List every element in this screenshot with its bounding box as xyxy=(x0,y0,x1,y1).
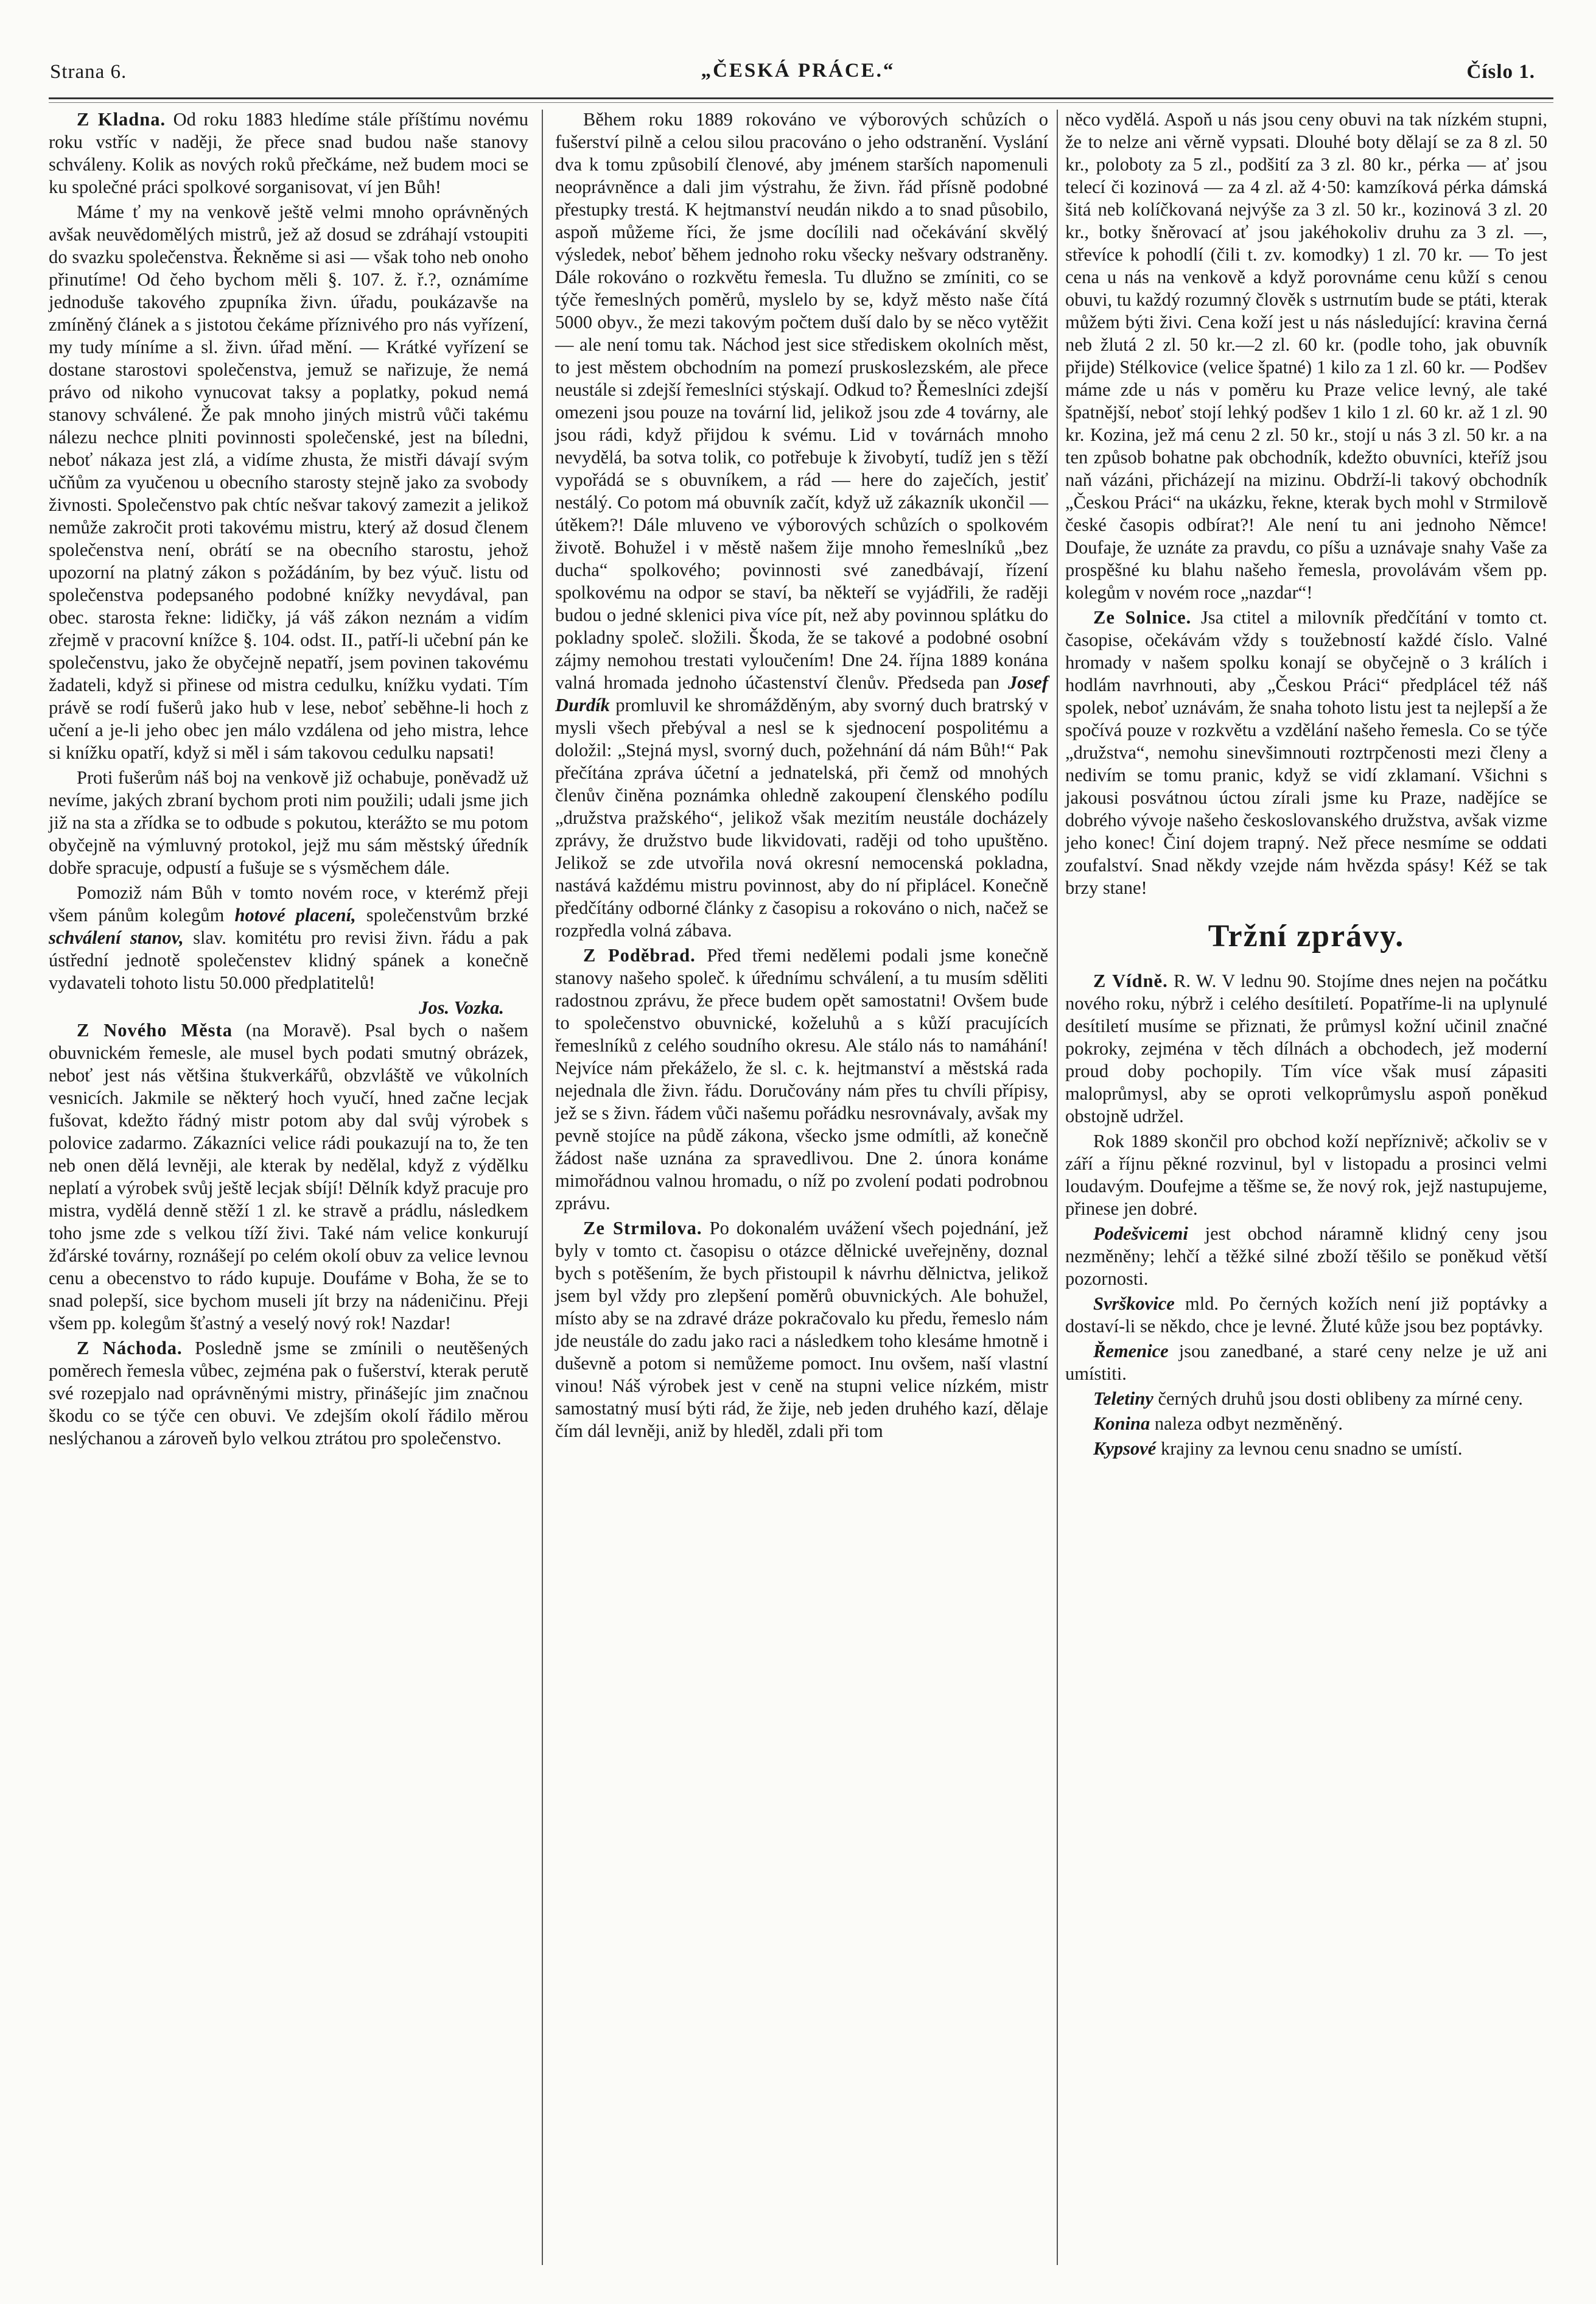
article-nachod-p1 xyxy=(49,1337,528,1450)
issue-number: Číslo 1. xyxy=(1466,61,1535,83)
market-item-4 xyxy=(1065,1388,1547,1410)
article-podebrady-p1 xyxy=(555,944,1048,1215)
market-item-1 xyxy=(1065,1223,1547,1290)
chairman-name: Josef Durdík xyxy=(555,672,1049,715)
article-nove-mesto-text: (na Moravě). Psal bych o našem obuvnickém řemesle, ale musel bych podati smutný obrázek, neboť jest nás většina štukverkářů, obzvláště ve vůkolních vesnicích. Jakmile se některý hoch vyučí, hned začne lecjak fušovat, kdežto řádný mistr potom aby dal svůj výrobek s polovice zadarmo. Zákazníci velice rádi poukazují na to, že ten neb onen dělá levněji, ale kterak by nedělal, když z výdělku neplatí a výrobek svůj ještě lecjak sbíjí! Dělník když pracuje pro mistra, vydělá denně stěží 1 zl. ke stravě a prádlu, následkem toho jsme zde s velkou tíží živi. Také nám velice konkurují žďárské továrny, roznášejí po celém okolí obuv za velice levnou cenu a obecenstvo to rádo kupuje. Doufáme v Boha, že se to snad polepší, sice bychom museli jít brzy na nádeničinu. Přeji všem pp. kolegům šťastný a veselý nový rok! Nazdar! xyxy=(49,1020,528,1333)
column-divider-2 xyxy=(1057,110,1058,2265)
market-item-3 xyxy=(1065,1340,1547,1385)
column-3 xyxy=(1065,108,1547,1463)
article-strmilov-p1 xyxy=(555,1217,1048,1442)
market-item-1-name: Podešvicemi xyxy=(1093,1223,1188,1244)
nachod-p2-text: Během roku 1889 rokováno ve výborových schůzích o fušerství pilně a celou silou pracováno o jeho odstranění. Vyslání dva k tomu způsobilí členové, aby jménem starších napomenuli neoprávněnce a dali jim výstrahu, že živn. řád přísně podobné přestupky trestá. K hejtmanství neudán nikdo a to snad působilo, aspoň můžeme říci, že jsme docílili nad očekávání skvělý výsledek, neboť během jednoho roku všecky nešvary odstraněny. Dále rokováno o rozkvětu řemesla. Tu dlužno se zmíniti, co se týče řemeslných poměrů, myslelo by se, když město naše čítá 5000 obyv., že mezi takovým počtem duší dalo by se něco vytěžit — ale není tomu tak. Náchod jest sice střediskem okolních měst, to jest městem obchodním na pomezí pruskoslezském, ale přece neustále si zdejší řemeslníci stýskají. Odkud to? Řemeslníci zdejší omezeni jsou pouze na tovární lid, jelikož jsou zde 4 továrny, ale jsou rádi, když přijdou k svému. Lid v továrnách mnoho nevydělá, ba sotva tolik, co potřebuje k živobytí, tudíž jen s těží vypořádá se s obuvníkem, a rád — here do zaječích, jestiť nestálý. Co potom má obuvník začít, když už zákazník ukončil — útěkem?! Dále mluveno ve výborových schůzích o spolkovém životě. Bohužel i v městě našem žije mnoho řemeslníků „bez ducha“ spolkového; povinnosti své zanedbávají, řízení spolkovému na odpor se staví, ba někteří se vyjádřili, že raději budou o jedné sklenici piva více pít, než aby povinnou splátku do pokladny společ. složili. Škoda, že se takové a podobné osobní zájmy nemohou trestati vyloučením! Dne 24. října 1889 konána valná hromada jednoho účastenství členův. Předseda pan xyxy=(555,109,1048,693)
article-nachod-p2 xyxy=(555,108,1048,942)
article-nove-mesto-lead: Z Nového Města xyxy=(77,1020,233,1041)
header-rule xyxy=(49,97,1553,99)
kladno-p4-italic-2: schválení stanov, xyxy=(49,927,184,948)
market-item-6-text: krajiny za levnou cenu snadno se umístí. xyxy=(1160,1438,1463,1459)
market-item-2-name: Svrškovice xyxy=(1093,1293,1175,1314)
market-item-4-text: černých druhů jsou dosti oblibeny za mírné ceny. xyxy=(1158,1388,1523,1409)
article-vienna-text: R. W. V lednu 90. Stojíme dnes nejen na počátku nového roku, nýbrž i celého desítiletí. Popatříme-li na uplynulé desítiletí musíme se přiznati, že průmysl kožní učinil značné pokroky, zejména v těch dílnách a obchodech, jež moderní proud doby pochopily. Tím více však musí zápasiti maloprůmysl, aby se oproti velkoprůmyslu aspoň poněkud obstojně udržel. xyxy=(1065,971,1548,1126)
article-solnice-lead: Ze Solnice. xyxy=(1093,607,1192,628)
market-item-5-name: Konina xyxy=(1093,1413,1150,1434)
article-kladno-p2: Máme ť my na venkově ještě velmi mnoho oprávněných avšak neuvědomělých mistrů, jež až dosud se zdráhají vstoupiti do svazku společenstva. Řekněme si asi — však toho neb onoho přinutíme! Od čeho bychom měli §. 107. ž. ř.?, oznámíme jednoduše takového zpupníka živn. úřadu, poukázavše na zmíněný článek a s jistotou čekáme příznivého pro nás vyřízení, my tudy míníme a sl. živn. úřad mění. — Krátké vyřízení se dostane starostovi společenstva, jemuž se nařizuje, že nemá právo od nikoho vynucovat taksy a poplatky, pokud nemá stanovy schválené. Že pak mnoho jiných mistrů vůči takému nálezu nechce plniti povinnosti společenské, jest na bíledni, neboť nákaza jest zlá, a vidíme zhusta, že mistři dávají svým učňům za vyučenou u obecního starosty stejně jako za svobody živnosti. Společenstvo pak chtíc nešvar takový zamezit a jelikož nemůže zakročit proti takovému mistru, který až dosud členem společenstva není, obrátí se na obecního starostu, jehož upozorní na platný zákon s požádáním, by bez výuč. listu od společenstva podepsaného podobné knížky nevydával, pan obec. starosta řekne: lidičky, já váš zákon neznám a vidím zřejmě v pracovní knížce §. 104. odst. II., patří-li učební pán ke společenstvu, jako že obyčejně nepatří, jsem povinen takovému žadateli, když si přinese od mistra cedulku, knížku vydati. Tím právě se rodí fušerů jako hub v lese, neboť seběhne-li hoch z učení a je-li jeho obec jen málo vzdálena od jeho mistra, lehce si knížku opatří, když si měl i sám takovou cedulku napsati! xyxy=(49,202,528,763)
kladno-signature: Jos. Vozka. xyxy=(419,997,504,1018)
article-podebrady-text: Před třemi nedělemi podali jsme konečně stanovy našeho společ. k úřednímu schválení, a tu musím sděliti radostnou zprávu, že přece budem opět samostatni! Ovšem bude to společenstvo obuvnické, koželuhů a s kůží pracujících řemeslníků z celého soudního okresu. Ale stálo nás to namáhání! Nejvíce nám překáželo, že sl. c. k. hejtmanství a městská rada nejednala dle živn. řádu. Doručovány nám přes tu chvíli přípisy, jež se s živn. řádem vůči našemu pořádku nesrovnávaly, avšak my pevně stojíce na půdě zákona, všecko jsme odmítli, až konečně žádost naše uznána za spravedlivou. Dne 2. února konáme mimořádnou valnou hromadu, o níž po zvolení podati podrobnou zprávu. xyxy=(555,945,1049,1213)
article-kladno-p4 xyxy=(49,882,528,994)
article-strmilov-text: Po dokonalém uvážení všech pojednání, jež byly v tomto ct. časopisu o otázce dělnické uveřejněny, doznal bych s potěšením, že bych přistoupil k návrhu dělnictva, jelikož jsem byl vždy pro zlepšení poměrů obuvnických. Ale bohužel, místo aby se na zdravé dráze pokračovalo ku předu, řemeslo nám jde neustále do zadu jako raci a následkem toho klesáme hmotně i duševně a potom si nemůžeme pomoct. Inu ovšem, naší vlastní vinou! Náš výrobek jest v ceně na stupni velice nízkém, mistr samostatný musí býti rád, že žije, neb jeden druhého kazí, dělaje čím dál levněji, aniž by hleděl, zdali při tom xyxy=(555,1218,1048,1441)
article-vienna-p2: Rok 1889 skončil pro obchod koží nepříznivě; ačkoliv se v září a říjnu pěkné rozvinul, byl v listopadu a prosinci velmi loudavým. Doufejme a těšme se, že nový rok, jejž nastupujeme, přinese jen dobré. xyxy=(1065,1131,1547,1219)
market-item-5-text: naleza odbyt nezměněný. xyxy=(1154,1413,1343,1434)
market-item-6-name: Kypsové xyxy=(1093,1438,1157,1459)
kladno-p4-italic-1: hotové placení, xyxy=(234,905,356,925)
column-1 xyxy=(49,108,528,1452)
article-nachod-text: Posledně jsme se zmínili o neutěšených poměrech řemesla vůbec, zejména pak o fušerství, kterak perutě své rozepjalo nad oprávněnými mistry, přinášejíc jim značnou škodu co se týče cen obuvi. Ve zdejším okolí řádilo měrou neslýchanou a zároveň bylo velkou ztrátou pro společenstvo. xyxy=(49,1338,528,1449)
nachod-p2b-text: promluvil ke shromážděným, aby svorný duch bratrský v mysli všech přebýval a nesl se k sjednocení pospolitému a doložil: „Stejná mysl, svorný duch, požehnání dá nám Bůh!“ Pak přečítána zpráva účetní a jednatelská, při čemž od mnohých členův činěna poznámka ohledně zakoupení členského podílu „družstva pražského“, jelikož však mezitím neustále docházely zprávy, že družstvo bude likvidovati, raději od toho upuštěno. Jelikož se zde utvořila nová okresní nemocenská pokladna, nastává každému mistru povinnost, aby do ní připlácel. Konečně předčítány odborné články z časopisu a rokováno o nich, načež se rozpředla volná zábava. xyxy=(555,695,1048,941)
article-solnice-p1 xyxy=(1065,606,1547,899)
section-title-market-news: Tržní zprávy. xyxy=(1208,919,1405,954)
article-kladno-lead: Z Kladna. xyxy=(77,109,166,130)
article-vienna-p1 xyxy=(1065,970,1547,1128)
article-vienna-lead: Z Vídně. xyxy=(1093,971,1168,991)
column-divider-1 xyxy=(542,110,543,2265)
article-podebrady-lead: Z Poděbrad. xyxy=(583,945,696,966)
article-nove-mesto-p1 xyxy=(49,1019,528,1335)
article-kladno-p1 xyxy=(49,108,528,198)
kladno-p4-a: Pomoziž nám Bůh v tomto novém roce, v kterémž přeji všem pánům kolegům xyxy=(49,882,528,925)
kladno-p4-c: slav. komitétu pro revisi živn. řádu a pak ústřední jednotě společenstev klidný spánek a konečně vydavateli tohoto listu 50.000 předplatitelů! xyxy=(49,927,529,993)
market-item-6 xyxy=(1065,1438,1547,1460)
market-item-5 xyxy=(1065,1413,1547,1435)
market-item-3-name: Řemenice xyxy=(1093,1341,1169,1361)
article-kladno-text-1: Od roku 1883 hledíme stále příštímu novému roku vstříc v naději, že přece snad budou naše stanovy schváleny. Kolik as nových roků přečkáme, než budem moci se ku společné práci spolkové sorganisovat, ví jen Bůh! xyxy=(49,109,528,197)
article-nachod-lead: Z Náchoda. xyxy=(77,1338,183,1358)
article-solnice-text: Jsa ctitel a milovník předčítání v tomto ct. časopise, očekávám vždy s toužebností každé číslo. Valné hromady v našem spolku konají se obyčejně o 3 králích i hodlám navrhnouti, aby „Českou Práci“ předplácel též náš spolek, neboť uznávám, že snaha tohoto listu jest ta nejlepší a že spočívá pouze v rozkvětu a vzdělání našeho řemesla. Co se týče „družstva“, nemohu sinevšimnouti roztrpčenosti mezi členy a nedivím se tomu pranic, když se vidí zklamaní. Všichni s jakousi posvátnou úctou zírali jsme ku Praze, nadějíce se dobrého vývoje našeho českoslovanského družstva, avšak vizme jeho konec! Činí dojem trapný. Než přece nesmíme se oddati zoufalství. Snad někdy vzejde nám hvězda spásy! Kéž se tak brzy stane! xyxy=(1065,607,1547,898)
article-strmilov-lead: Ze Strmilova. xyxy=(583,1218,702,1238)
kladno-p4-b: společenstvům brzké xyxy=(366,905,528,925)
page-number: Strana 6. xyxy=(50,61,127,83)
market-item-2-text: mld. Po černých kožích není již poptávky a dostaví-li se někdo, chce je levné. Žluté kůže jsou bez poptávky. xyxy=(1065,1293,1548,1336)
header-rule-thin xyxy=(49,102,1553,103)
market-item-2 xyxy=(1065,1293,1547,1338)
market-item-4-name: Teletiny xyxy=(1093,1388,1153,1409)
market-item-1-text: jest obchod náramně klidný ceny jsou nezměněny; lehčí a těžké silné zboží těšilo se poněkud větší pozornosti. xyxy=(1065,1223,1547,1289)
newspaper-title: „ČESKÁ PRÁCE.“ xyxy=(701,60,895,82)
page-header xyxy=(43,56,1553,94)
market-item-3-text: jsou zanedbané, a staré ceny nelze je už ani umístiti. xyxy=(1065,1341,1547,1384)
article-kladno-p3: Proti fušerům náš boj na venkově již ochabuje, poněvadž už nevíme, jakých zbraní bychom proti nim použili; udali jsme jich již na sta a zřídka se to odbude s pokutou, kterážto se mu potom obyčejně na výmluvný protokol, jejž mu sám městský úředník dobře spracuje, odpustí a fušuje se s výsměchem dále. xyxy=(49,767,528,878)
article-strmilov-p1b: něco vydělá. Aspoň u nás jsou ceny obuvi na tak nízkém stupni, že to nelze ani věrně vypsati. Dlouhé boty dělají se za 8 zl. 50 kr., poloboty za 5 zl., podšití za 3 zl. 80 kr., pérka — ať jsou telecí či kozinová — za 4 zl. až 4·50: kamzíková pérka dámská šitá neb kolíčkovaná nejvýše za 3 zl. 50 kr., kozinová 3 zl. 20 kr., botky šněrovací ať jsou jakéhokoliv druhu za 3 zl. —, střevíce k pohodlí (čili t. zv. komodky) 1 zl. 70 kr. — To jest cena u nás na venkově a když porovnáme cenu kůží s cenou obuvi, tu každý rozumný člověk s ustrnutím bude se ptáti, kterak můžem býti živi. Cena koží jest u nás následující: kravina černá neb žlutá 2 zl. 50 kr.—2 zl. 60 kr. (podle toho, jak obuvník přijde) Stélkovice (velice špatné) 1 kilo za 1 zl. 60 kr. — Podšev máme zde u nás v poměru ku Praze velice levný, ale také špatnější, neboť stojí lehký podšev 1 kilo 1 zl. 60 kr. až 1 zl. 90 kr. Kozina, jež má cenu 2 zl. 50 kr., stojí u nás 3 zl. 50 kr. a na ten způsob bohatne pak obchodník, kdežto obuvníci, kteříž jsou naň vázáni, přicházejí na mizinu. Obdrží-li takový obchodník „Českou Práci“ na ukázku, řekne, kterak bych mohl v Strmilově české časopis odbírat?! Ale není tu ani jednoho Němce! Doufaje, že uznáte za pravdu, co píšu a uznávaje snahy Vaše za prospěšné ku blahu našeho řemesla, provolávám všem pp. kolegům v novém roce „nazdar“! xyxy=(1065,109,1547,603)
column-2 xyxy=(555,108,1048,1445)
